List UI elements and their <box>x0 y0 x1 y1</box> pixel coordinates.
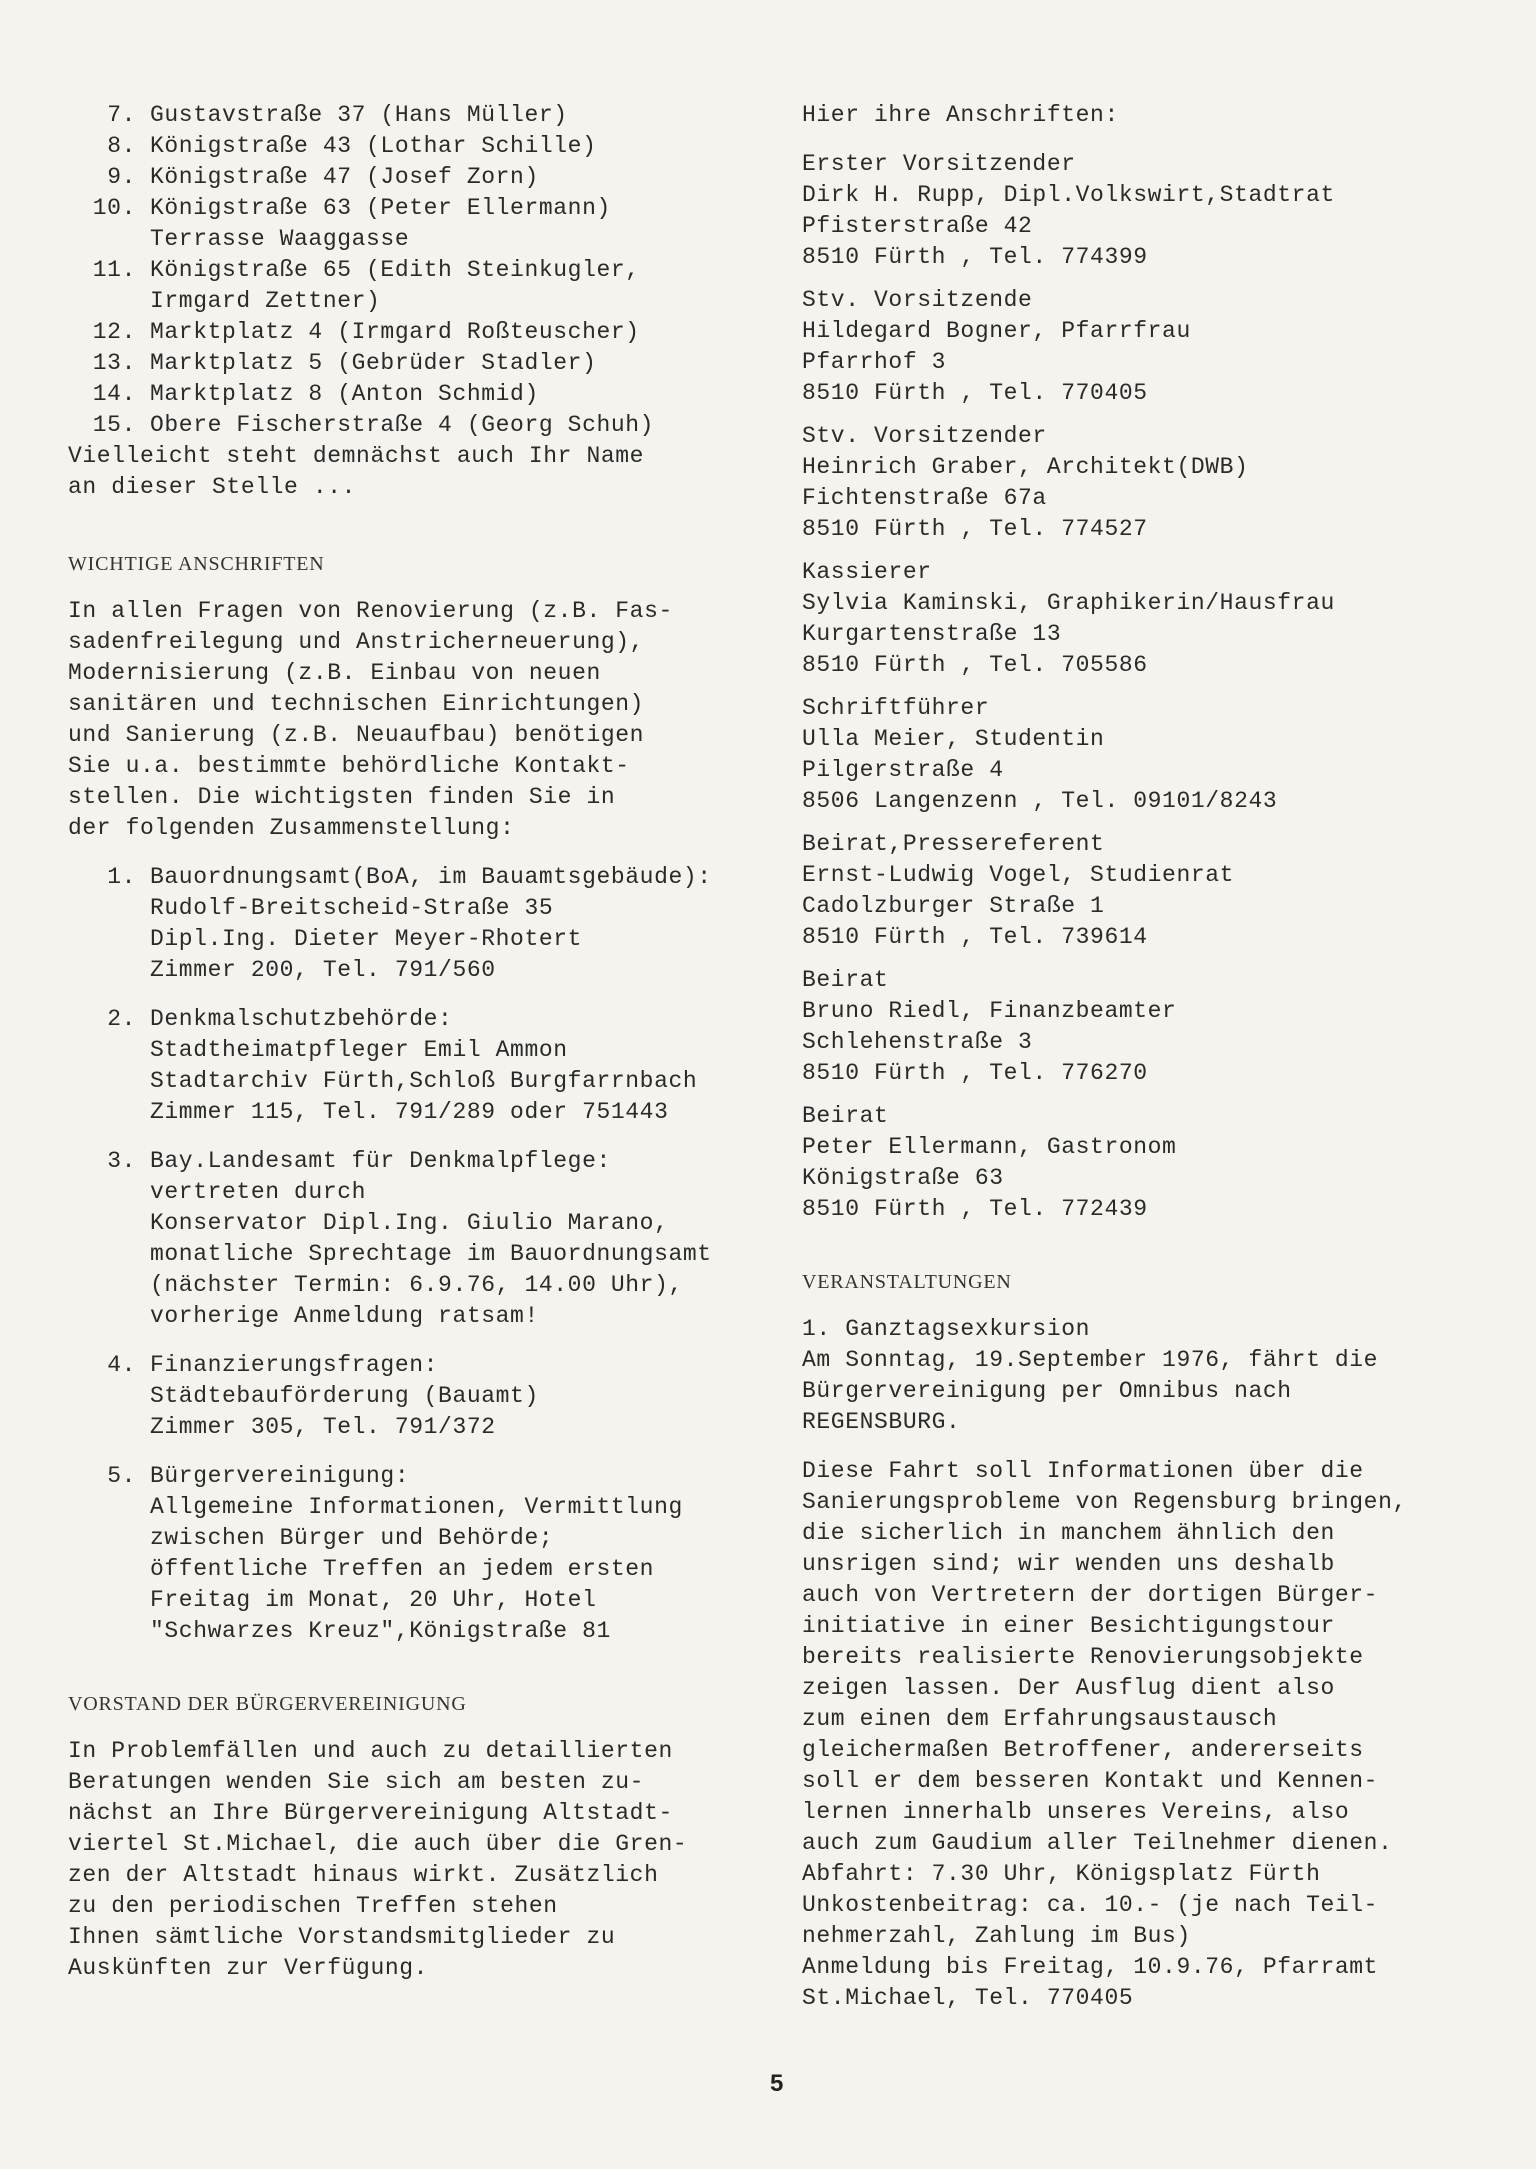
text-line: Vielleicht steht demnächst auch Ihr Name <box>68 443 645 469</box>
list-line: Denkmalschutzbehörde: <box>150 1006 453 1032</box>
text-line: Bürgervereinigung per Omnibus nach <box>802 1378 1292 1404</box>
list-item <box>68 193 788 255</box>
text-line: Sanierungsprobleme von Regensburg bringen, <box>802 1489 1407 1515</box>
section-heading-veranstaltungen: VERANSTALTUNGEN <box>802 1271 1012 1293</box>
text-line: zen der Altstadt hinaus wirkt. Zusätzlich <box>68 1862 659 1888</box>
text-line: stellen. Die wichtigsten finden Sie in <box>68 784 616 810</box>
list-item <box>68 1004 788 1128</box>
text-line: 8510 Fürth , Tel. 705586 <box>802 652 1148 678</box>
list-item <box>68 348 788 379</box>
text-line: Peter Ellermann, Gastronom <box>802 1134 1177 1160</box>
contacts-intro: Hier ihre Anschriften: <box>802 102 1119 128</box>
text-line: Schlehenstraße 3 <box>802 1029 1033 1055</box>
text-line: Fichtenstraße 67a <box>802 485 1047 511</box>
list-line: Königstraße 47 (Josef Zorn) <box>150 164 539 190</box>
text-line: an dieser Stelle ... <box>68 474 357 500</box>
list-line: Dipl.Ing. Dieter Meyer-Rhotert <box>150 926 583 952</box>
contact-entry <box>802 149 1502 273</box>
list-item <box>68 1350 788 1443</box>
list-line: Städtebauförderung (Bauamt) <box>150 1383 539 1409</box>
list-line: Stadtarchiv Fürth,Schloß Burgfarrnbach <box>150 1068 698 1094</box>
text-line: Beratungen wenden Sie sich am besten zu- <box>68 1769 645 1795</box>
list-line: Königstraße 63 (Peter Ellermann) <box>150 195 611 221</box>
text-line: zum einen dem Erfahrungsaustausch <box>802 1706 1278 1732</box>
text-line: nächst an Ihre Bürgervereinigung Altstadt- <box>68 1800 673 1826</box>
list-line: Marktplatz 4 (Irmgard Roßteuscher) <box>150 319 640 345</box>
list-line: Obere Fischerstraße 4 (Georg Schuh) <box>150 412 655 438</box>
text-line: viertel St.Michael, die auch über die Gren- <box>68 1831 688 1857</box>
list-number: 4. <box>107 1352 136 1378</box>
closing-text <box>68 441 788 503</box>
text-line: Kurgartenstraße 13 <box>802 621 1062 647</box>
list-line: Königstraße 43 (Lothar Schille) <box>150 133 597 159</box>
event-intro <box>802 1314 1502 1438</box>
list-line: Terrasse Waaggasse <box>150 226 410 252</box>
list-line: Zimmer 115, Tel. 791/289 oder 751443 <box>150 1099 669 1125</box>
list-number: 13. <box>92 350 136 376</box>
text-line: die sicherlich in manchem ähnlich den <box>802 1520 1335 1546</box>
text-line: zeigen lassen. Der Ausflug dient also <box>802 1675 1335 1701</box>
list-line: Konservator Dipl.Ing. Giulio Marano, <box>150 1210 669 1236</box>
list-item <box>68 317 788 348</box>
text-line: auch von Vertretern der dortigen Bürger- <box>802 1582 1379 1608</box>
section-heading-anschriften: WICHTIGE ANSCHRIFTEN <box>68 553 325 575</box>
list-number: 7. <box>107 102 136 128</box>
text-line: Hildegard Bogner, Pfarrfrau <box>802 318 1191 344</box>
text-line: In allen Fragen von Renovierung (z.B. Fas- <box>68 598 673 624</box>
contact-role: Beirat <box>802 1103 889 1129</box>
text-line: und Sanierung (z.B. Neuaufbau) benötigen <box>68 722 645 748</box>
list-number: 10. <box>92 195 136 221</box>
text-line: Ernst-Ludwig Vogel, Studienrat <box>802 862 1235 888</box>
text-line: bereits realisierte Renovierungsobjekte <box>802 1644 1364 1670</box>
list-item <box>68 862 788 986</box>
list-number: 8. <box>107 133 136 159</box>
list-line: Gustavstraße 37 (Hans Müller) <box>150 102 568 128</box>
vorstand-paragraph <box>68 1736 788 1984</box>
list-number: 3. <box>107 1148 136 1174</box>
list-line: Königstraße 65 (Edith Steinkugler, <box>150 257 640 283</box>
text-line: Ulla Meier, Studentin <box>802 726 1105 752</box>
list-item <box>68 162 788 193</box>
list-line: Zimmer 200, Tel. 791/560 <box>150 957 496 983</box>
list-line: Freitag im Monat, 20 Uhr, Hotel <box>150 1587 597 1613</box>
text-line: der folgenden Zusammenstellung: <box>68 815 515 841</box>
text-line: 8510 Fürth , Tel. 770405 <box>802 380 1148 406</box>
text-line: Cadolzburger Straße 1 <box>802 893 1105 919</box>
list-number: 11. <box>92 257 136 283</box>
list-item <box>68 100 788 131</box>
authority-list <box>68 862 788 1647</box>
list-line: monatliche Sprechtage im Bauordnungsamt <box>150 1241 712 1267</box>
list-line: Rudolf-Breitscheid-Straße 35 <box>150 895 554 921</box>
contact-entry <box>802 421 1502 545</box>
text-line: soll er dem besseren Kontakt und Kennen- <box>802 1768 1379 1794</box>
list-line: Bauordnungsamt(BoA, im Bauamtsgebäude): <box>150 864 712 890</box>
list-line: Zimmer 305, Tel. 791/372 <box>150 1414 496 1440</box>
text-line: Unkostenbeitrag: ca. 10.- (je nach Teil- <box>802 1892 1379 1918</box>
text-line: 8510 Fürth , Tel. 772439 <box>802 1196 1148 1222</box>
text-line: Abfahrt: 7.30 Uhr, Königsplatz Fürth <box>802 1861 1321 1887</box>
contact-entry <box>802 285 1502 409</box>
list-line: Irmgard Zettner) <box>150 288 381 314</box>
text-line: zu den periodischen Treffen stehen <box>68 1893 558 1919</box>
list-line: öffentliche Treffen an jedem ersten <box>150 1556 655 1582</box>
list-number: 12. <box>92 319 136 345</box>
text-line: Auskünften zur Verfügung. <box>68 1955 429 1981</box>
text-line: sanitären und technischen Einrichtungen) <box>68 691 645 717</box>
text-line: 1. Ganztagsexkursion <box>802 1316 1091 1342</box>
text-line: gleichermaßen Betroffener, andererseits <box>802 1737 1364 1763</box>
event-description <box>802 1456 1502 2014</box>
text-line: initiative in einer Besichtigungstour <box>802 1613 1335 1639</box>
text-line: Sie u.a. bestimmte behördliche Kontakt- <box>68 753 630 779</box>
list-item <box>68 1461 788 1647</box>
text-line: Am Sonntag, 19.September 1976, fährt die <box>802 1347 1379 1373</box>
list-line: Bürgervereinigung: <box>150 1463 410 1489</box>
list-line: Allgemeine Informationen, Vermittlung <box>150 1494 683 1520</box>
contact-entry <box>802 557 1502 681</box>
text-line: St.Michael, Tel. 770405 <box>802 1985 1134 2011</box>
text-line: 8510 Fürth , Tel. 774399 <box>802 244 1148 270</box>
list-item <box>68 1146 788 1332</box>
list-number: 14. <box>92 381 136 407</box>
right-column <box>802 100 1502 2032</box>
contact-role: Kassierer <box>802 559 932 585</box>
text-line: REGENSBURG. <box>802 1409 961 1435</box>
list-line: Marktplatz 8 (Anton Schmid) <box>150 381 539 407</box>
text-line: Königstraße 63 <box>802 1165 1004 1191</box>
text-line: Pfarrhof 3 <box>802 349 947 375</box>
list-item <box>68 379 788 410</box>
intro-paragraph <box>68 596 788 844</box>
text-line: unsrigen sind; wir wenden uns deshalb <box>802 1551 1335 1577</box>
text-line: Bruno Riedl, Finanzbeamter <box>802 998 1177 1024</box>
list-line: vorherige Anmeldung ratsam! <box>150 1303 539 1329</box>
text-line: Diese Fahrt soll Informationen über die <box>802 1458 1364 1484</box>
list-item <box>68 255 788 317</box>
list-line: zwischen Bürger und Behörde; <box>150 1525 554 1551</box>
list-number: 5. <box>107 1463 136 1489</box>
text-line: Sylvia Kaminski, Graphikerin/Hausfrau <box>802 590 1335 616</box>
text-line: 8506 Langenzenn , Tel. 09101/8243 <box>802 788 1278 814</box>
page-number: 5 <box>770 2070 784 2097</box>
list-number: 2. <box>107 1006 136 1032</box>
list-line: Marktplatz 5 (Gebrüder Stadler) <box>150 350 597 376</box>
text-line: nehmerzahl, Zahlung im Bus) <box>802 1923 1191 1949</box>
contact-role: Stv. Vorsitzende <box>802 287 1033 313</box>
contact-role: Beirat <box>802 967 889 993</box>
list-line: vertreten durch <box>150 1179 367 1205</box>
list-line: Bay.Landesamt für Denkmalpflege: <box>150 1148 611 1174</box>
text-line: Heinrich Graber, Architekt(DWB) <box>802 454 1249 480</box>
contact-entry <box>802 965 1502 1089</box>
text-line: In Problemfällen und auch zu detaillierten <box>68 1738 673 1764</box>
list-number: 15. <box>92 412 136 438</box>
list-number: 1. <box>107 864 136 890</box>
text-line: Ihnen sämtliche Vorstandsmitglieder zu <box>68 1924 616 1950</box>
section-heading-vorstand: VORSTAND DER BÜRGERVEREINIGUNG <box>68 1693 467 1715</box>
list-number: 9. <box>107 164 136 190</box>
text-line: 8510 Fürth , Tel. 776270 <box>802 1060 1148 1086</box>
list-line: Stadtheimatpfleger Emil Ammon <box>150 1037 568 1063</box>
contact-entry <box>802 829 1502 953</box>
text-line: Dirk H. Rupp, Dipl.Volkswirt,Stadtrat <box>802 182 1335 208</box>
list-line: "Schwarzes Kreuz",Königstraße 81 <box>150 1618 611 1644</box>
contact-role: Schriftführer <box>802 695 990 721</box>
text-line: Anmeldung bis Freitag, 10.9.76, Pfarramt <box>802 1954 1379 1980</box>
contact-role: Beirat,Pressereferent <box>802 831 1105 857</box>
text-line: 8510 Fürth , Tel. 774527 <box>802 516 1148 542</box>
contact-entry <box>802 693 1502 817</box>
contact-role: Erster Vorsitzender <box>802 151 1076 177</box>
contact-entry <box>802 1101 1502 1225</box>
contact-role: Stv. Vorsitzender <box>802 423 1047 449</box>
text-line: sadenfreilegung und Anstricherneuerung), <box>68 629 645 655</box>
text-line: Pfisterstraße 42 <box>802 213 1033 239</box>
text-line: 8510 Fürth , Tel. 739614 <box>802 924 1148 950</box>
list-item <box>68 131 788 162</box>
text-line: Pilgerstraße 4 <box>802 757 1004 783</box>
list-item <box>68 410 788 441</box>
text-line: auch zum Gaudium aller Teilnehmer dienen. <box>802 1830 1393 1856</box>
left-column <box>68 100 788 2002</box>
list-line: Finanzierungsfragen: <box>150 1352 439 1378</box>
address-list-top <box>68 100 788 441</box>
list-line: (nächster Termin: 6.9.76, 14.00 Uhr), <box>150 1272 683 1298</box>
text-line: Modernisierung (z.B. Einbau von neuen <box>68 660 601 686</box>
text-line: lernen innerhalb unseres Vereins, also <box>802 1799 1350 1825</box>
